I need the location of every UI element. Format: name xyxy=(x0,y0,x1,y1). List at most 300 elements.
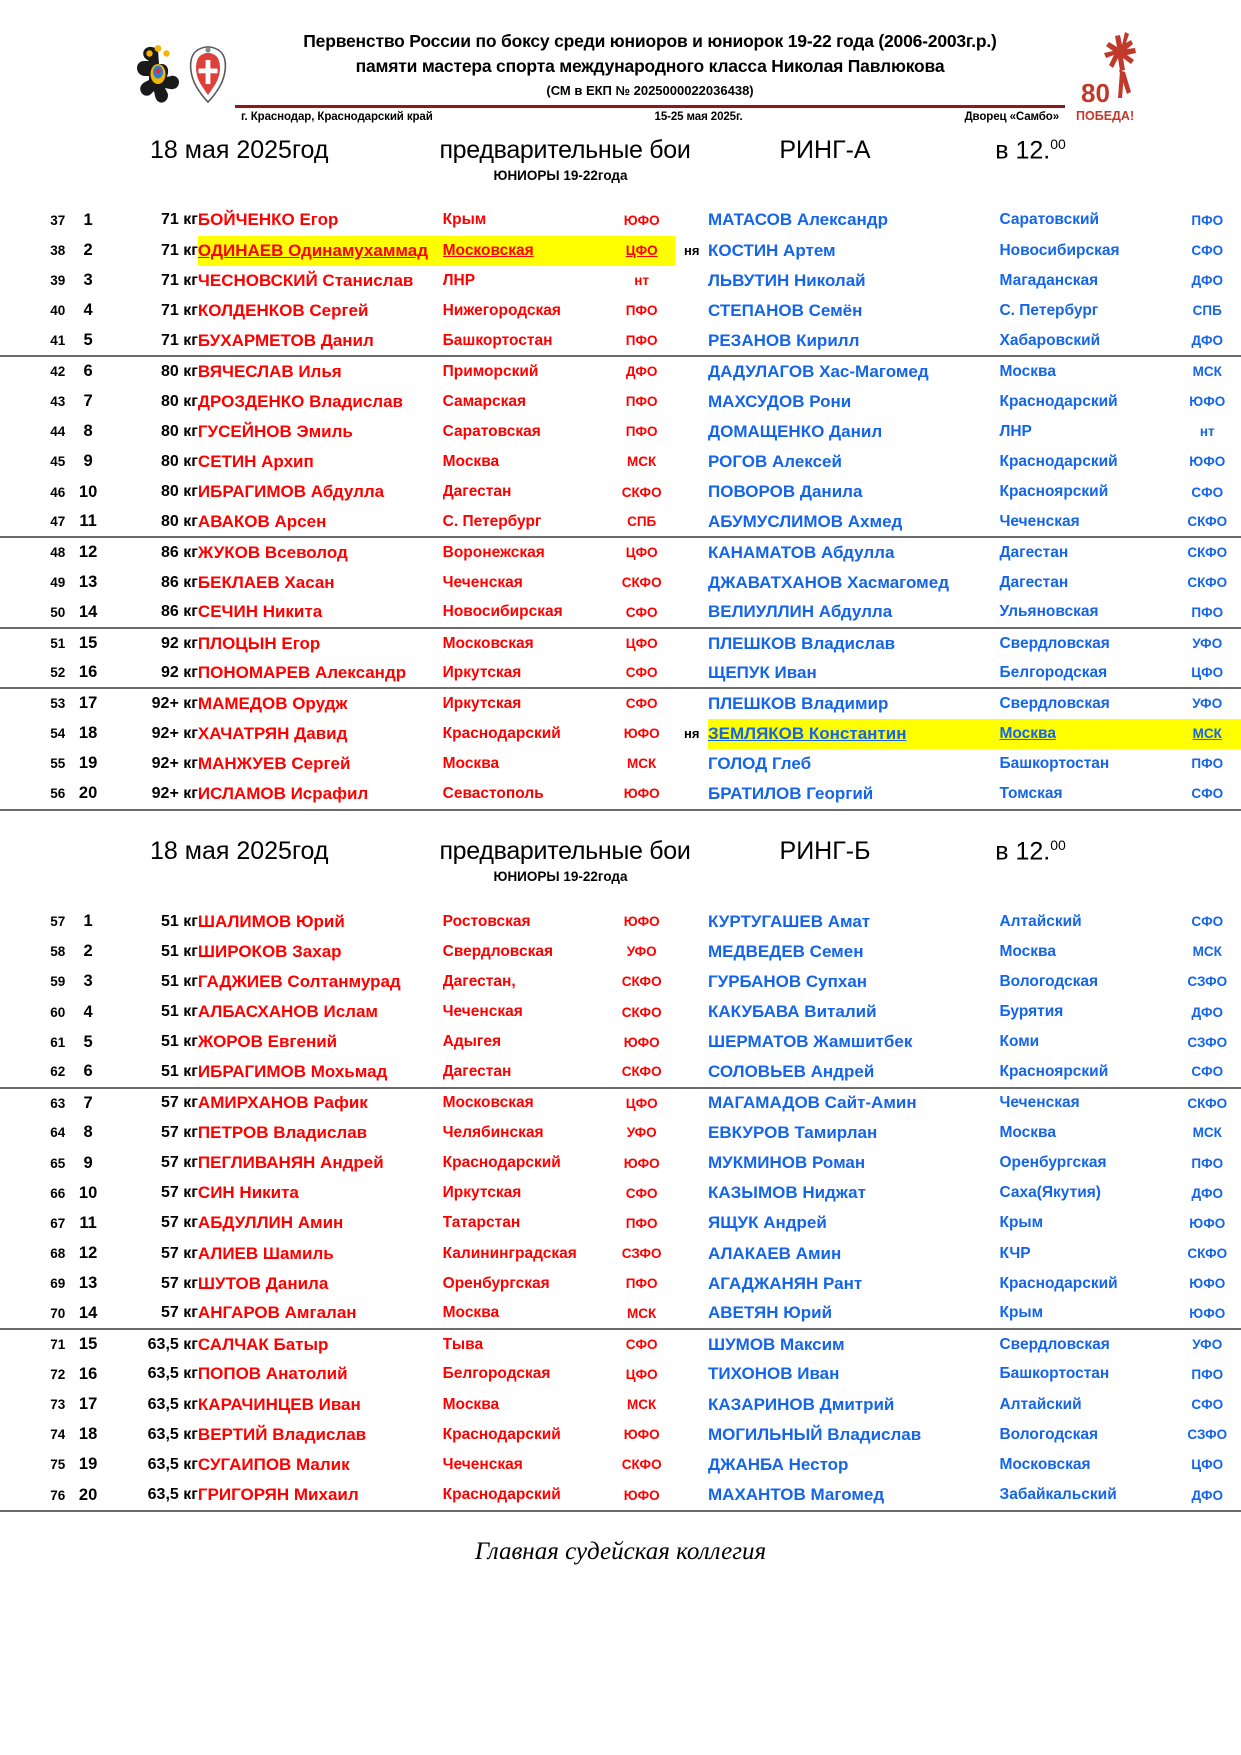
red-boxer-district: ЮФО xyxy=(623,1034,660,1050)
bout-note xyxy=(675,1088,708,1118)
red-boxer-district: ПФО xyxy=(625,394,658,410)
weight-class: 92+ кг xyxy=(151,724,198,742)
venue-place: Дворец «Самбо» xyxy=(964,110,1059,123)
weight-class: 80 кг xyxy=(161,452,198,470)
red-boxer-district: СФО xyxy=(625,1185,658,1201)
table-row[interactable] xyxy=(0,1088,1241,1118)
session-time xyxy=(920,837,1141,866)
red-boxer-district: ЮФО xyxy=(623,212,660,228)
red-boxer-region: Новосибирская xyxy=(442,603,563,621)
red-boxer-district: ЮФО xyxy=(623,726,660,742)
session-ring: РИНГ-А xyxy=(779,136,871,165)
bout-index: 48 xyxy=(0,537,65,567)
weight-class: 57 кг xyxy=(161,1154,198,1171)
venue-row xyxy=(235,108,1065,123)
bout-note xyxy=(675,477,708,507)
blue-boxer-district: ДФО xyxy=(1191,1185,1223,1201)
blue-boxer-district: ПФО xyxy=(1191,604,1224,620)
bout-index: 59 xyxy=(50,974,66,990)
bout-index: 73 xyxy=(50,1397,66,1412)
red-boxer-name: ЧЕСНОВСКИЙ Станислав xyxy=(197,270,414,290)
red-boxer-district: ЦФО xyxy=(608,628,675,658)
krasnodar-region-emblem xyxy=(185,44,231,106)
table-row[interactable] xyxy=(0,296,1241,326)
bout-index: 50 xyxy=(50,604,66,620)
blue-boxer-name: ШЕРМАТОВ Жамшитбек xyxy=(708,1032,913,1052)
bout-number: 20 xyxy=(78,784,98,803)
red-boxer-name: ЖОРОВ Евгений xyxy=(197,1032,338,1052)
table-row[interactable] xyxy=(0,386,1241,416)
table-row[interactable] xyxy=(0,236,1241,266)
table-row[interactable] xyxy=(0,1329,1241,1359)
table-row[interactable] xyxy=(0,1208,1241,1238)
red-boxer-region: Калининградская xyxy=(442,1244,577,1262)
bout-number: 13 xyxy=(78,1274,98,1293)
blue-boxer-district: СПБ xyxy=(1192,303,1222,319)
blue-boxer-region: Белгородская xyxy=(999,663,1108,681)
red-boxer-region: Чеченская xyxy=(442,573,523,591)
session-ring: РИНГ-Б xyxy=(779,837,871,866)
bout-note xyxy=(675,628,708,658)
table-row[interactable] xyxy=(0,1389,1241,1419)
venue-dates: 15-25 мая 2025г. xyxy=(654,110,743,123)
bout-index: 41 xyxy=(50,333,66,349)
table-row[interactable] xyxy=(0,1178,1241,1208)
bout-index: 69 xyxy=(50,1276,66,1292)
blue-boxer-district: СКФО xyxy=(1187,514,1228,530)
red-boxer-district: ПФО xyxy=(625,1276,658,1292)
blue-boxer-region: Саратовский xyxy=(999,211,1100,229)
weight-class: 57 кг xyxy=(161,1184,198,1202)
weight-class: 57 кг xyxy=(161,1274,198,1292)
bout-number: 2 xyxy=(83,241,93,260)
red-boxer-name: КАРАЧИНЦЕВ Иван xyxy=(197,1394,361,1414)
bout-number: 8 xyxy=(83,422,93,441)
blue-boxer-region: Оренбургская xyxy=(999,1154,1107,1171)
event-title-line-1: Первенство России по боксу среди юниоров и юниорок 19-22 года (2006-2003г.р.) xyxy=(303,31,997,51)
bout-note xyxy=(675,266,708,296)
table-row[interactable] xyxy=(0,1359,1241,1389)
red-boxer-district: ЮФО xyxy=(623,1427,660,1443)
red-boxer-name: БУХАРМЕТОВ Данил xyxy=(197,330,374,350)
red-boxer-name: ДРОЗДЕНКО Владислав xyxy=(197,391,404,411)
blue-boxer-name: АГАДЖАНЯН Рант xyxy=(708,1273,863,1293)
blue-boxer-district: ЦФО xyxy=(1191,665,1224,681)
bout-index: 55 xyxy=(50,756,66,772)
bout-number: 7 xyxy=(65,1088,111,1118)
table-row[interactable] xyxy=(0,356,1241,386)
red-boxer-region: Москва xyxy=(442,1395,500,1413)
session-header-ring-b xyxy=(0,837,1241,884)
red-boxer-name: БЕКЛАЕВ Хасан xyxy=(197,572,335,592)
bout-note xyxy=(675,937,708,967)
bout-number: 9 xyxy=(83,1153,93,1172)
red-boxer-region: Москва xyxy=(442,754,500,772)
blue-boxer-name: ЛЬВУТИН Николай xyxy=(708,270,866,290)
weight-class: 57 кг xyxy=(161,1123,198,1141)
blue-boxer-region: Дагестан xyxy=(999,573,1069,591)
weight-class: 51 кг xyxy=(161,912,198,930)
bout-index: 56 xyxy=(50,786,66,802)
session-time-minutes: 00 xyxy=(1050,136,1066,152)
blue-boxer-district: ПФО xyxy=(1191,212,1224,228)
bout-number: 15 xyxy=(65,1329,111,1359)
red-boxer-name: АЛБАСХАНОВ Ислам xyxy=(197,1002,379,1022)
bout-index: 47 xyxy=(50,514,66,530)
blue-boxer-region: Ульяновская xyxy=(999,603,1099,621)
table-row[interactable] xyxy=(0,1238,1241,1268)
red-boxer-name: САЛЧАК Батыр xyxy=(198,1329,443,1359)
bout-note xyxy=(675,386,708,416)
weight-class: 63,5 кг xyxy=(147,1425,198,1443)
table-row[interactable] xyxy=(0,205,1241,235)
blue-boxer-district: СФО xyxy=(1191,243,1224,259)
weight-class: 80 кг xyxy=(161,483,198,501)
red-boxer-district: СКФО xyxy=(621,575,662,591)
red-boxer-region: Краснодарский xyxy=(442,1486,561,1504)
blue-boxer-name: МЕДВЕДЕВ Семен xyxy=(708,941,864,961)
red-boxer-district: ЮФО xyxy=(623,1155,660,1171)
blue-boxer-region: КЧР xyxy=(999,1244,1031,1262)
table-row[interactable] xyxy=(0,1420,1241,1450)
blue-boxer-region: Бурятия xyxy=(999,1003,1064,1021)
bout-index: 40 xyxy=(50,303,66,319)
bout-number: 3 xyxy=(83,972,93,991)
session-date: 18 мая 2025год xyxy=(150,136,329,165)
table-row[interactable] xyxy=(0,688,1241,718)
bout-number: 4 xyxy=(83,1002,93,1021)
red-boxer-name: ИБРАГИМОВ Абдулла xyxy=(197,482,385,502)
table-row[interactable] xyxy=(0,906,1241,936)
blue-boxer-region: Чеченская xyxy=(999,1088,1173,1118)
red-boxer-district: ЦФО xyxy=(625,1366,658,1382)
bout-index: 71 xyxy=(0,1329,65,1359)
bout-number: 17 xyxy=(78,1395,98,1413)
red-boxer-district: СКФО xyxy=(621,1064,662,1080)
red-boxer-name: ВЕРТИЙ Владислав xyxy=(197,1424,367,1444)
blue-boxer-district: МСК xyxy=(1192,1125,1222,1141)
bout-number: 17 xyxy=(65,688,111,718)
bout-number: 10 xyxy=(78,1183,98,1202)
bout-index: 42 xyxy=(0,356,65,386)
table-row[interactable] xyxy=(0,1269,1241,1299)
blue-boxer-district: СЗФО xyxy=(1187,974,1228,990)
red-boxer-district: МСК xyxy=(627,1305,657,1321)
blue-boxer-region: Москва xyxy=(999,942,1056,960)
table-row[interactable] xyxy=(0,967,1241,997)
bout-note xyxy=(675,1057,708,1087)
red-boxer-district: СКФО xyxy=(621,1004,662,1020)
blue-boxer-district: ПФО xyxy=(1191,756,1224,772)
table-row[interactable] xyxy=(0,326,1241,356)
red-boxer-region: Иркутская xyxy=(442,1184,522,1202)
victory-number: 80 xyxy=(1081,78,1110,108)
blue-boxer-region xyxy=(999,719,1173,749)
blue-boxer-name: КАЗЫМОВ Ниджат xyxy=(708,1183,866,1203)
red-boxer-region: Московская xyxy=(443,1088,608,1118)
bout-note xyxy=(675,537,708,567)
weight-class: 51 кг xyxy=(161,972,198,990)
red-boxer-district xyxy=(608,236,675,266)
red-boxer-region: Краснодарский xyxy=(442,724,561,742)
blue-boxer-region: Свердловская xyxy=(999,1329,1173,1359)
blue-boxer-name: КОСТИН Артем xyxy=(708,240,836,260)
bout-note xyxy=(675,1299,708,1329)
blue-boxer-region: Москва xyxy=(999,356,1173,386)
blue-boxer-district: СКФО xyxy=(1174,1088,1241,1118)
blue-boxer-name: ШУМОВ Максим xyxy=(708,1329,999,1359)
table-row[interactable] xyxy=(0,417,1241,447)
red-boxer-region: Нижегородская xyxy=(442,301,561,319)
blue-boxer-district: СФО xyxy=(1191,1397,1224,1412)
red-boxer-name: ЖУКОВ Всеволод xyxy=(198,537,443,567)
blue-boxer-name: ЩЕПУК Иван xyxy=(708,662,817,682)
blue-boxer-name: ЕВКУРОВ Тамирлан xyxy=(708,1122,878,1142)
session-time xyxy=(920,136,1141,165)
blue-boxer-name: РОГОВ Алексей xyxy=(708,451,842,471)
blue-boxer-name: СОЛОВЬЕВ Андрей xyxy=(708,1061,875,1081)
blue-boxer-district: СКФО xyxy=(1187,1246,1228,1262)
blue-boxer-region-text: Москва xyxy=(999,724,1056,742)
red-boxer-district: УФО xyxy=(626,944,657,960)
table-row[interactable] xyxy=(0,1118,1241,1148)
weight-class: 80 кг xyxy=(161,512,198,530)
blue-boxer-name: МАХАНТОВ Магомед xyxy=(708,1485,885,1505)
table-row[interactable] xyxy=(0,937,1241,967)
red-boxer-region: Чеченская xyxy=(442,1455,523,1473)
bout-table-ring-b xyxy=(0,906,1241,1510)
red-boxer-district: ПФО xyxy=(625,424,658,440)
session-type: предварительные бои xyxy=(439,837,691,866)
bout-note xyxy=(675,1208,708,1238)
session-category: ЮНИОРЫ 19-22года xyxy=(493,869,628,885)
blue-boxer-name: ТИХОНОВ Иван xyxy=(708,1364,840,1384)
red-boxer-name: ПЕТРОВ Владислав xyxy=(197,1122,368,1142)
blue-boxer-region: Красноярский xyxy=(999,1062,1109,1080)
red-boxer-region: Белгородская xyxy=(442,1365,551,1383)
table-row[interactable] xyxy=(0,507,1241,537)
blue-boxer-district: ДФО xyxy=(1191,1487,1223,1503)
bout-note xyxy=(675,967,708,997)
blue-boxer-region: Свердловская xyxy=(999,688,1173,718)
weight-class: 92+ кг xyxy=(151,754,198,772)
red-boxer-district: СПБ xyxy=(627,514,657,530)
red-boxer-name: ХАЧАТРЯН Давид xyxy=(197,723,348,743)
table-row[interactable] xyxy=(0,1299,1241,1329)
red-boxer-district: СФО xyxy=(625,604,658,620)
bout-number: 19 xyxy=(78,754,98,773)
red-boxer-region: Севастополь xyxy=(442,784,544,802)
session-header-ring-a xyxy=(0,136,1241,183)
table-row[interactable] xyxy=(0,1057,1241,1087)
red-boxer-region: Дагестан, xyxy=(442,972,516,990)
red-boxer-district: ЮФО xyxy=(623,914,660,929)
bout-number: 10 xyxy=(78,482,98,501)
bout-note xyxy=(675,356,708,386)
red-boxer-name: СЕЧИН Никита xyxy=(197,602,323,622)
table-row[interactable] xyxy=(0,477,1241,507)
red-boxer-name xyxy=(198,236,443,266)
bout-index: 60 xyxy=(50,1004,66,1020)
bout-note xyxy=(675,749,708,779)
bout-note xyxy=(675,507,708,537)
russia-boxing-federation-emblem xyxy=(135,44,181,106)
blue-boxer-name: МАХСУДОВ Рони xyxy=(708,391,852,411)
red-boxer-district: СФО xyxy=(608,1329,675,1359)
bout-note xyxy=(675,906,708,936)
weight-class: 57 кг xyxy=(161,1214,198,1232)
bout-number: 11 xyxy=(79,512,97,531)
table-row[interactable] xyxy=(0,1027,1241,1057)
table-row[interactable] xyxy=(0,568,1241,598)
bout-index: 44 xyxy=(50,424,66,440)
red-boxer-region: Дагестан xyxy=(442,483,512,501)
bout-note xyxy=(675,1148,708,1178)
blue-boxer-region: Коми xyxy=(999,1033,1040,1051)
table-end-divider-a xyxy=(0,809,1241,811)
bout-note xyxy=(675,1269,708,1299)
blue-boxer-district: СЗФО xyxy=(1187,1034,1228,1050)
bout-index: 64 xyxy=(50,1125,66,1141)
bout-number: 2 xyxy=(83,942,93,961)
blue-boxer-district: СФО xyxy=(1191,484,1224,500)
red-boxer-region: Адыгея xyxy=(442,1033,502,1051)
table-end-divider-b xyxy=(0,1510,1241,1512)
blue-boxer-region: ЛНР xyxy=(999,422,1032,440)
footer-signature: Главная судейская коллегия xyxy=(474,1538,767,1566)
red-boxer-region: Воронежская xyxy=(443,537,608,567)
document-header xyxy=(0,0,1241,126)
blue-boxer-region: Дагестан xyxy=(999,537,1173,567)
bout-number: 1 xyxy=(83,210,93,229)
bout-index: 58 xyxy=(50,944,66,960)
red-boxer-name: ПОНОМАРЕВ Александр xyxy=(197,662,407,682)
table-row[interactable] xyxy=(0,1148,1241,1178)
weight-class: 71 кг xyxy=(161,301,198,319)
red-boxer-name: АМИРХАНОВ Рафик xyxy=(198,1088,443,1118)
blue-boxer-region: Саха(Якутия) xyxy=(999,1184,1101,1202)
bout-number: 3 xyxy=(83,271,93,290)
weight-class: 71 кг xyxy=(161,211,198,229)
red-boxer-region: ЛНР xyxy=(442,271,476,289)
table-row[interactable] xyxy=(0,719,1241,749)
blue-boxer-district: ДФО xyxy=(1191,333,1223,349)
blue-boxer-name: МОГИЛЬНЫЙ Владислав xyxy=(708,1424,922,1444)
red-boxer-name: АЛИЕВ Шамиль xyxy=(197,1243,334,1263)
red-boxer-region: Ростовская xyxy=(442,912,531,930)
bout-number: 6 xyxy=(83,1062,93,1081)
table-row[interactable] xyxy=(0,658,1241,688)
bout-note xyxy=(675,1118,708,1148)
red-boxer-region: Краснодарский xyxy=(442,1154,561,1171)
table-row[interactable] xyxy=(0,997,1241,1027)
blue-boxer-name: ПОВОРОВ Данила xyxy=(708,482,863,502)
blue-boxer-region: Вологодская xyxy=(999,972,1099,990)
weight-class: 51 кг xyxy=(161,1003,198,1021)
blue-boxer-district: ЮФО xyxy=(1189,1276,1226,1292)
table-row[interactable] xyxy=(0,598,1241,628)
bout-index: 76 xyxy=(50,1487,66,1503)
blue-boxer-name: БРАТИЛОВ Георгий xyxy=(708,783,874,803)
blue-boxer-name-text: ЗЕМЛЯКОВ Константин xyxy=(708,723,907,743)
bout-index: 65 xyxy=(50,1155,66,1171)
blue-boxer-district: СФО xyxy=(1191,786,1224,802)
red-boxer-name: АБДУЛЛИН Амин xyxy=(197,1213,344,1233)
bout-index: 38 xyxy=(50,243,66,259)
table-row[interactable] xyxy=(0,628,1241,658)
bout-note xyxy=(675,688,708,718)
blue-boxer-district: ЮФО xyxy=(1189,454,1226,470)
blue-boxer-region: Башкортостан xyxy=(999,1365,1110,1383)
blue-boxer-region: Крым xyxy=(999,1304,1044,1322)
bout-number: 6 xyxy=(65,356,111,386)
red-boxer-region: Дагестан xyxy=(442,1062,512,1080)
table-row[interactable] xyxy=(0,779,1241,809)
bout-note xyxy=(675,1480,708,1510)
red-boxer-district: нт xyxy=(634,273,650,289)
red-boxer-district: СЗФО xyxy=(621,1246,662,1262)
weight-class: 92+ кг xyxy=(111,688,198,718)
red-boxer-region: Чеченская xyxy=(442,1003,523,1021)
red-boxer-district: ЮФО xyxy=(623,786,660,802)
bout-note xyxy=(675,1027,708,1057)
bout-table-ring-a xyxy=(0,205,1241,809)
red-boxer-name: ПЛОЦЫН Егор xyxy=(198,628,443,658)
bout-number: 14 xyxy=(78,1303,98,1322)
blue-boxer-name: ПЛЕШКОВ Владимир xyxy=(708,688,999,718)
blue-boxer-region: Краснодарский xyxy=(999,452,1118,470)
bout-number: 5 xyxy=(83,1032,93,1051)
table-row[interactable] xyxy=(0,447,1241,477)
bout-index: 75 xyxy=(50,1457,66,1473)
blue-boxer-district: ЦФО xyxy=(1191,1457,1224,1473)
bout-note xyxy=(675,326,708,356)
table-row[interactable] xyxy=(0,266,1241,296)
red-boxer-name: АВАКОВ Арсен xyxy=(197,511,327,531)
blue-boxer-district: УФО xyxy=(1174,1329,1241,1359)
table-row[interactable] xyxy=(0,1480,1241,1510)
red-boxer-name: СУГАИПОВ Малик xyxy=(197,1454,350,1474)
red-boxer-region: Крым xyxy=(442,211,487,229)
table-row[interactable] xyxy=(0,749,1241,779)
red-boxer-name: ШИРОКОВ Захар xyxy=(197,941,342,961)
blue-boxer-region: Алтайский xyxy=(999,912,1082,930)
table-row[interactable] xyxy=(0,1450,1241,1480)
red-boxer-district: ДФО xyxy=(608,356,675,386)
blue-boxer-district: УФО xyxy=(1174,688,1241,718)
red-boxer-district: ПФО xyxy=(625,1215,658,1231)
blue-boxer-region: С. Петербург xyxy=(999,301,1099,319)
bout-index: 66 xyxy=(50,1185,66,1201)
red-boxer-name: ИСЛАМОВ Исрафил xyxy=(197,783,369,803)
blue-boxer-name: ДАДУЛАГОВ Хас-Магомед xyxy=(708,356,999,386)
red-boxer-name: ПОПОВ Анатолий xyxy=(197,1364,348,1384)
table-row[interactable] xyxy=(0,537,1241,567)
bout-number: 16 xyxy=(78,1364,98,1383)
session-type: предварительные бои xyxy=(439,136,691,165)
weight-class: 63,5 кг xyxy=(147,1395,198,1413)
bout-index: 49 xyxy=(50,575,66,591)
bout-note xyxy=(675,1420,708,1450)
blue-boxer-region: Чеченская xyxy=(999,512,1080,530)
blue-boxer-region: Хабаровский xyxy=(999,331,1101,349)
red-boxer-district: СФО xyxy=(625,665,658,681)
red-boxer-district-text: ЦФО xyxy=(625,243,658,259)
blue-boxer-name xyxy=(708,719,999,749)
blue-boxer-name: КАЗАРИНОВ Дмитрий xyxy=(708,1394,895,1414)
red-boxer-district: ЦФО xyxy=(608,537,675,567)
bout-index: 67 xyxy=(50,1215,66,1231)
